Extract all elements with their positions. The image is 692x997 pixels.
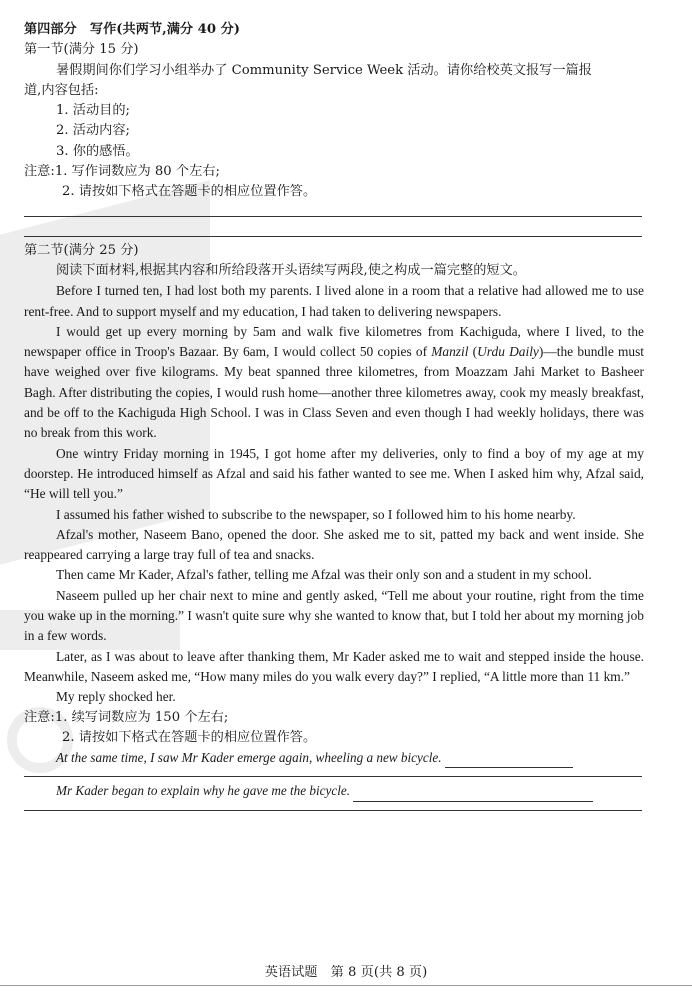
- story-paragraph: My reply shocked her.: [56, 689, 176, 705]
- section2-note: 2. 请按如下格式在答题卡的相应位置作答。: [62, 729, 317, 745]
- section1-item: 1. 活动目的;: [56, 103, 130, 119]
- section1-item: 3. 你的感悟。: [56, 143, 139, 159]
- exam-content: [24, 20, 644, 811]
- section1-item: 2. 活动内容;: [56, 123, 130, 139]
- footer-rule: [0, 985, 692, 986]
- section2-note: 注意:1. 续写词数应为 150 个左右;: [24, 709, 229, 725]
- answer-blank: [353, 801, 593, 802]
- section2-heading: 第二节(满分 25 分): [24, 242, 139, 258]
- story-paragraph: Afzal's mother, Naseem Bano, opened the door. She asked me to sit, patted my back and went inside. She reappeared carrying a large tray full of tea and snacks.: [24, 526, 644, 563]
- story-paragraph: Then came Mr Kader, Afzal's father, telling me Afzal was their only son and a student in my school.: [56, 567, 592, 583]
- section1-prompt: 暑假期间你们学习小组举办了 Community Service Week 活动。请你给校英文报写一篇报: [56, 62, 592, 78]
- story-paragraph: I assumed his father wished to subscribe to the newspaper, so I followed him to his home nearby.: [56, 506, 576, 522]
- section1-heading: 第一节(满分 15 分): [24, 42, 139, 58]
- story-paragraph: Naseem pulled up her chair next to mine and gently asked, “Tell me about your routine, right from the time you wake up in the morning.” I wasn't quite sure why she wanted to know that, but I told her about my morning job in a few words.: [24, 587, 644, 644]
- section2-intro: 阅读下面材料,根据其内容和所给段落开头语续写两段,使之构成一篇完整的短文。: [56, 262, 526, 278]
- story-paragraph: Before I turned ten, I had lost both my parents. I lived alone in a room that a relative had allowed me to use rent-free. And to support myself and my education, I had taken to delivering newspapers.: [24, 283, 644, 319]
- story-paragraph: Later, as I was about to leave after thanking them, Mr Kader asked me to wait and stepped inside the house. Meanwhile, Naseem asked me, “How many miles do you walk every day?” I replied, “A little more than 11 km.”: [24, 648, 644, 684]
- answer-line: [24, 810, 642, 811]
- story-paragraph: One wintry Friday morning in 1945, I got home after my deliveries, only to find a boy of my age at my doorstep. He introduced himself as Afzal and said his father wanted to see me. When I asked him why, Afzal said, “He will tell you.”: [24, 445, 644, 502]
- story-paragraph: I would get up every morning by 5am and walk five kilometres from Kachiguda, where I lived, to the newspaper office in Troop's Bazaar. By 6am, I would collect 50 copies of Manzil (Urdu Daily)—the bundle must have weighed over five kilograms. My beat spanned three kilometres, from Moazzam Jahi Market to Basheer Bagh. After distributing the copies, I would rush home—another three kilometres away, cook my measly breakfast, and be off to the Kachiguda High School. I was in Class Seven and even though I had weekly holidays, there was no break from this work.: [24, 323, 645, 441]
- continuation-starter-2: Mr Kader began to explain why he gave me the bicycle.: [24, 781, 644, 801]
- continuation-starter-1: At the same time, I saw Mr Kader emerge again, wheeling a new bicycle.: [24, 748, 644, 768]
- section1-prompt-cont: 道,内容包括:: [24, 82, 99, 98]
- part-title: 第四部分 写作(共两节,满分 40 分): [24, 22, 241, 37]
- section1-note: 2. 请按如下格式在答题卡的相应位置作答。: [62, 184, 317, 200]
- section1-note: 注意:1. 写作词数应为 80 个左右;: [24, 164, 220, 180]
- page-footer: 英语试题 第 8 页(共 8 页): [264, 965, 428, 980]
- answer-blank: [445, 767, 573, 768]
